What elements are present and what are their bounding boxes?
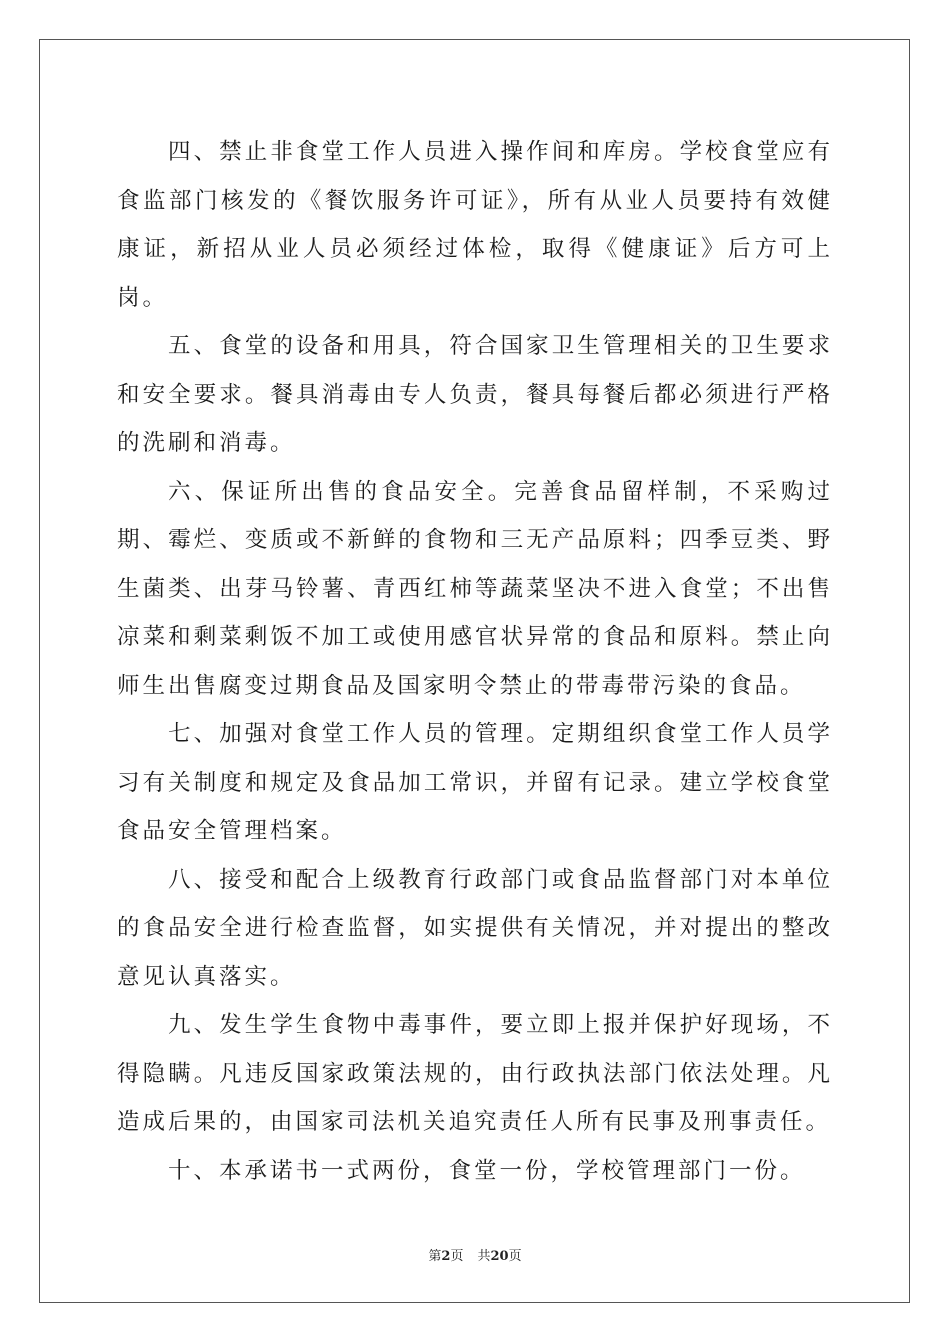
paragraph-5: 五、食堂的设备和用具，符合国家卫生管理相关的卫生要求和安全要求。餐具消毒由专人负责，餐具每餐后都必须进行严格的洗刷和消毒。	[117, 333, 833, 456]
page-number: 2	[441, 1249, 451, 1264]
paragraph-8: 八、接受和配合上级教育行政部门或食品监督部门对本单位的食品安全进行检查监督，如实提供有关情况，并对提出的整改意见认真落实。	[117, 866, 833, 990]
paragraph-7: 七、加强对食堂工作人员的管理。定期组织食堂工作人员学习有关制度和规定及食品加工常识，并留有记录。建立学校食堂食品安全管理档案。	[117, 721, 833, 844]
page-suffix: 页	[450, 1249, 464, 1264]
paragraph-9: 九、发生学生食物中毒事件，要立即上报并保护好现场，不得隐瞒。凡违反国家政策法规的，由行政执法部门依法处理。凡造成后果的，由国家司法机关追究责任人所有民事及刑事责任。	[117, 1012, 833, 1135]
page-prefix: 第	[428, 1249, 442, 1264]
paragraph-6: 六、保证所出售的食品安全。完善食品留样制，不采购过期、霉烂、变质或不新鲜的食物和三无产品原料；四季豆类、野生菌类、出芽马铃薯、青西红柿等蔬菜坚决不进入食堂；不出售凉菜和剩菜剩饭不加工或使用感官状异常的食品和原料。禁止向师生出售腐变过期食品及国家明令禁止的带毒带污染的食品。	[117, 478, 833, 699]
total-suffix: 页	[508, 1249, 522, 1264]
document-body	[117, 128, 833, 1195]
total-pages: 20	[490, 1249, 509, 1264]
paragraph-10: 十、本承诺书一式两份，食堂一份，学校管理部门一份。	[168, 1157, 806, 1184]
total-prefix: 共	[477, 1249, 491, 1264]
page-footer	[0, 1245, 950, 1264]
paragraph-4: 四、禁止非食堂工作人员进入操作间和库房。学校食堂应有食监部门核发的《餐饮服务许可证》，所有从业人员要持有效健康证，新招从业人员必须经过体检，取得《健康证》后方可上岗。	[117, 139, 833, 311]
